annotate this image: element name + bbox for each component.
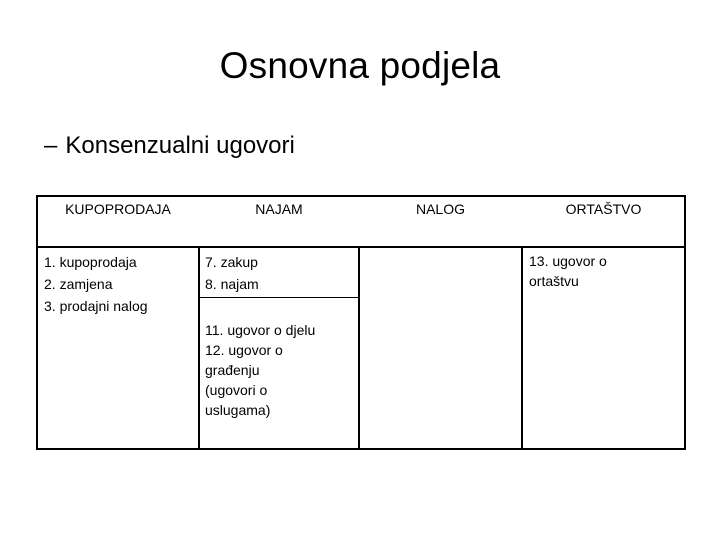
cell-najam-lower (205, 320, 315, 420)
table-border-right (684, 195, 686, 450)
header-ortastvo: ORTAŠTVO (565, 201, 642, 217)
list-item: 7. zakup (205, 254, 258, 270)
header-najam: NAJAM (255, 201, 303, 217)
column-separator-2 (358, 246, 360, 450)
list-item: ortaštvu (529, 273, 579, 289)
list-item: 13. ugovor o (529, 253, 607, 269)
list-item: 12. ugovor o (205, 342, 283, 358)
subtitle-text: Konsenzualni ugovori (65, 132, 295, 159)
list-item: 1. kupoprodaja (44, 254, 137, 270)
najam-inner-divider (200, 297, 358, 298)
slide-title: Osnovna podjela (219, 45, 501, 86)
column-separator-3 (521, 246, 523, 450)
list-item: 11. ugovor o djelu (205, 322, 316, 338)
bullet-dash: – (44, 132, 58, 159)
cell-najam-upper (205, 251, 259, 295)
column-separator-1 (198, 246, 200, 450)
cell-kupoprodaja (44, 251, 148, 317)
list-item: 3. prodajni nalog (44, 298, 148, 314)
header-nalog: NALOG (415, 201, 465, 217)
list-item: 8. najam (205, 276, 259, 292)
table-border-top (36, 195, 686, 197)
list-item: 2. zamjena (44, 276, 113, 292)
list-item: uslugama) (205, 402, 271, 418)
cell-ortastvo (529, 251, 607, 291)
list-item: (ugovori o (205, 382, 268, 398)
table-border-left (36, 195, 38, 450)
header-separator (36, 246, 686, 248)
header-kupoprodaja: KUPOPRODAJA (65, 201, 171, 217)
list-item: građenju (205, 362, 260, 378)
table-border-bottom (36, 448, 686, 450)
